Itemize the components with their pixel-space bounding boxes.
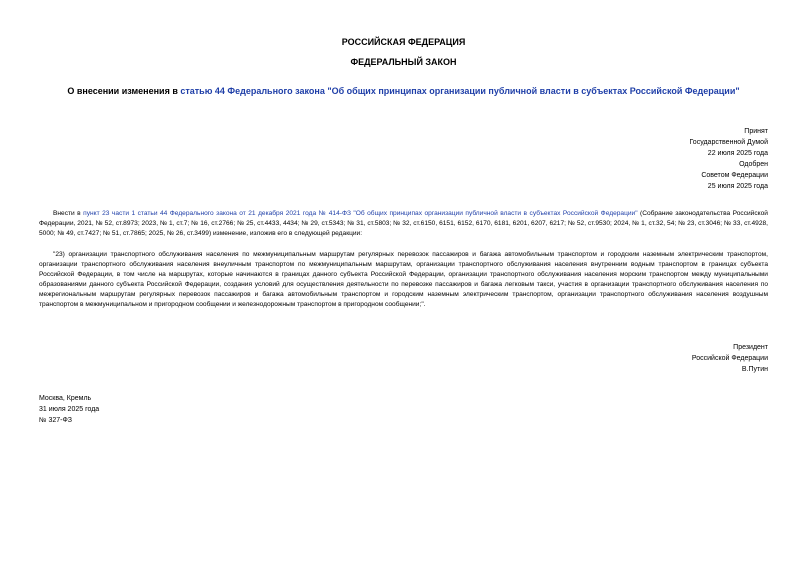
law-type-heading: ФЕДЕРАЛЬНЫЙ ЗАКОН [350, 57, 457, 67]
country-heading: РОССИЙСКАЯ ФЕДЕРАЦИЯ [341, 37, 466, 47]
approved-by: Советом Федерации [701, 172, 768, 179]
approved-label: Одобрен [739, 161, 768, 168]
p1-link-law[interactable]: Федерального закона от 21 декабря 2021 года № 414-ФЗ "Об общих принципах организации публичной власти в субъектах Российской Федерации" [169, 210, 638, 217]
law-number: № 327-ФЗ [39, 417, 73, 424]
paragraph-amendment [39, 209, 768, 239]
paragraph-new-text: "23) организации транспортного обслуживания населения по межмуниципальным маршрутам регулярных перевозок пассажиров и багажа автомобильным транспортом и городским наземным электрическим транспортом, организации транспортного обслуживания населения внеуличным транспортом по межмуниципальным маршрутам, организации транспортного обслуживания населения внутренним водным транспортом в границах субъекта Российской Федерации, в том числе на маршрутах, которые начинаются в границах данного субъекта Российской Федерации, организации транспортного обслуживания населения морским транспортом между муниципальными образованиями данного субъекта Российской Федерации, создания условий для осуществления деятельности по перевозке пассажиров и багажа легковым такси, участия в организации транспортного обслуживания населения по межрегиональным маршрутам регулярных перевозок пассажиров и багажа автомобильным транспортом и городским наземным электрическим транспортом, организации транспортного обслуживания населения воздушным транспортом в межмуниципальном и пригородном сообщении и железнодорожным транспортом в пригородном сообщении;". [39, 251, 768, 308]
signature-title: Президент [733, 344, 768, 351]
law-title-prefix: О внесении изменения в [67, 86, 181, 96]
adopted-label: Принят [744, 128, 768, 135]
approved-date: 25 июля 2025 года [707, 183, 768, 190]
adoption-block [689, 126, 768, 192]
p1-link-article[interactable]: пункт 23 части 1 статьи 44 [83, 210, 168, 217]
p1-prefix: Внести в [53, 210, 84, 217]
adopted-date: 22 июля 2025 года [707, 150, 768, 157]
law-title [0, 86, 807, 96]
law-title-link[interactable]: статью 44 Федерального закона "Об общих принципах организации публичной власти в субъектах Российской Федерации" [180, 86, 740, 96]
place: Москва, Кремль [39, 395, 92, 402]
signature-block [692, 342, 768, 375]
signature-title-2: Российской Федерации [691, 355, 768, 362]
place-date-block [39, 393, 99, 426]
p1-rest: (Собрание законодательства Российской Федерации, 2021, № 52, ст.8973; 2023, № 1, ст.7; № 16, ст.2766; № 25, ст.4433, 4434; № 29, ст.5343; № 31, ст.5803; № 32, ст.6150, 6151, 6152, 6170, 6181, 6201, 6207, 6217; № 52, ст.9530; 2024, № 1, ст.32, 54; № 23, ст.3046; № 33, ст.4928, 5000; № 49, ст.7427; № 51, ст.7865; 2025, № 26, ст.3499) изменение, изложив его в следующей редакции: [39, 210, 768, 237]
adopted-by: Государственной Думой [689, 139, 768, 146]
signature-name: В.Путин [741, 366, 768, 373]
sign-date: 31 июля 2025 года [39, 406, 100, 413]
